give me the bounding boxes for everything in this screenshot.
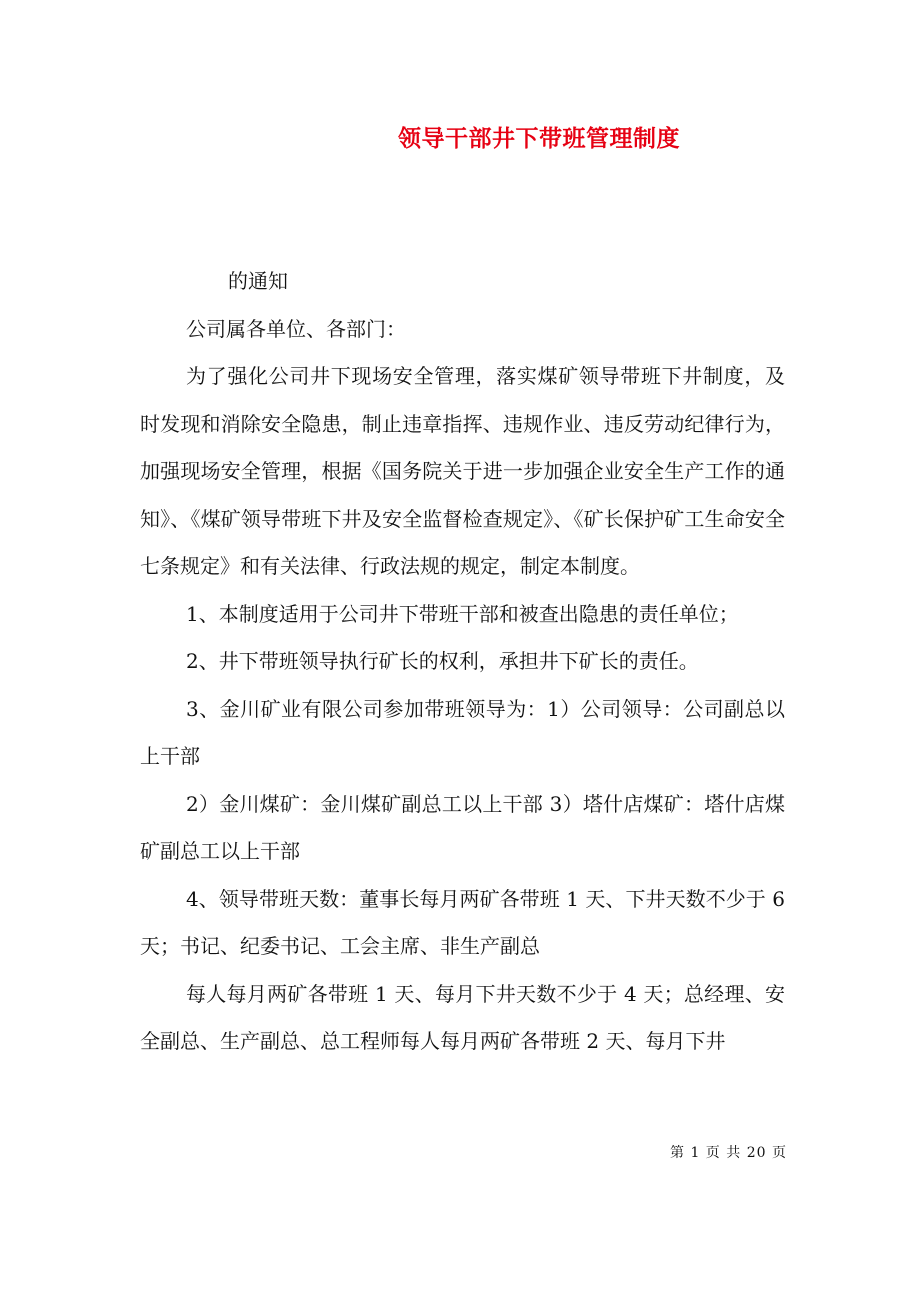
paragraph-item-2: 2、井下带班领导执行矿长的权利，承担井下矿长的责任。 (186, 649, 699, 673)
paragraph-item-3-sub: 2）金川煤矿：金川煤矿副总工以上干部 3）塔什店煤矿：塔什店煤矿副总工以上干部 (140, 791, 785, 863)
page-footer: 第 1 页 共 20 页 (670, 1145, 787, 1161)
paragraph-addressee: 公司属各单位、各部门： (186, 316, 406, 341)
paragraph-item-4-cont: 每人每月两矿各带班 1 天、每月下井天数不少于 4 天；总经理、安全副总、生产副总、总工程师每人每月两矿各带班 2 天、每月下井 (140, 981, 785, 1053)
document-body (140, 258, 785, 1066)
paragraph-item-1: 1、本制度适用于公司井下带班干部和被查出隐患的责任单位； (186, 601, 739, 626)
paragraph-item-3: 3、金川矿业有限公司参加带班领导为：1）公司领导：公司副总以上干部 (140, 696, 785, 768)
paragraph-purpose: 为了强化公司井下现场安全管理，落实煤矿领导带班下井制度，及时发现和消除安全隐患，制止违章指挥、违规作业、违反劳动纪律行为，加强现场安全管理，根据《国务院关于进一步加强企业安全生产工作的通知》、《煤矿领导带班下井及安全监督检查规定》、《矿长保护矿工生命安全七条规定》和有关法律、行政法规的规定，制定本制度。 (140, 364, 785, 578)
document-title: 领导干部井下带班管理制度 (398, 125, 680, 152)
paragraph-item-4: 4、领导带班天数：董事长每月两矿各带班 1 天、下井天数不少于 6 天；书记、纪委书记、工会主席、非生产副总 (140, 886, 785, 958)
paragraph-notice-suffix: 的通知 (228, 269, 288, 293)
